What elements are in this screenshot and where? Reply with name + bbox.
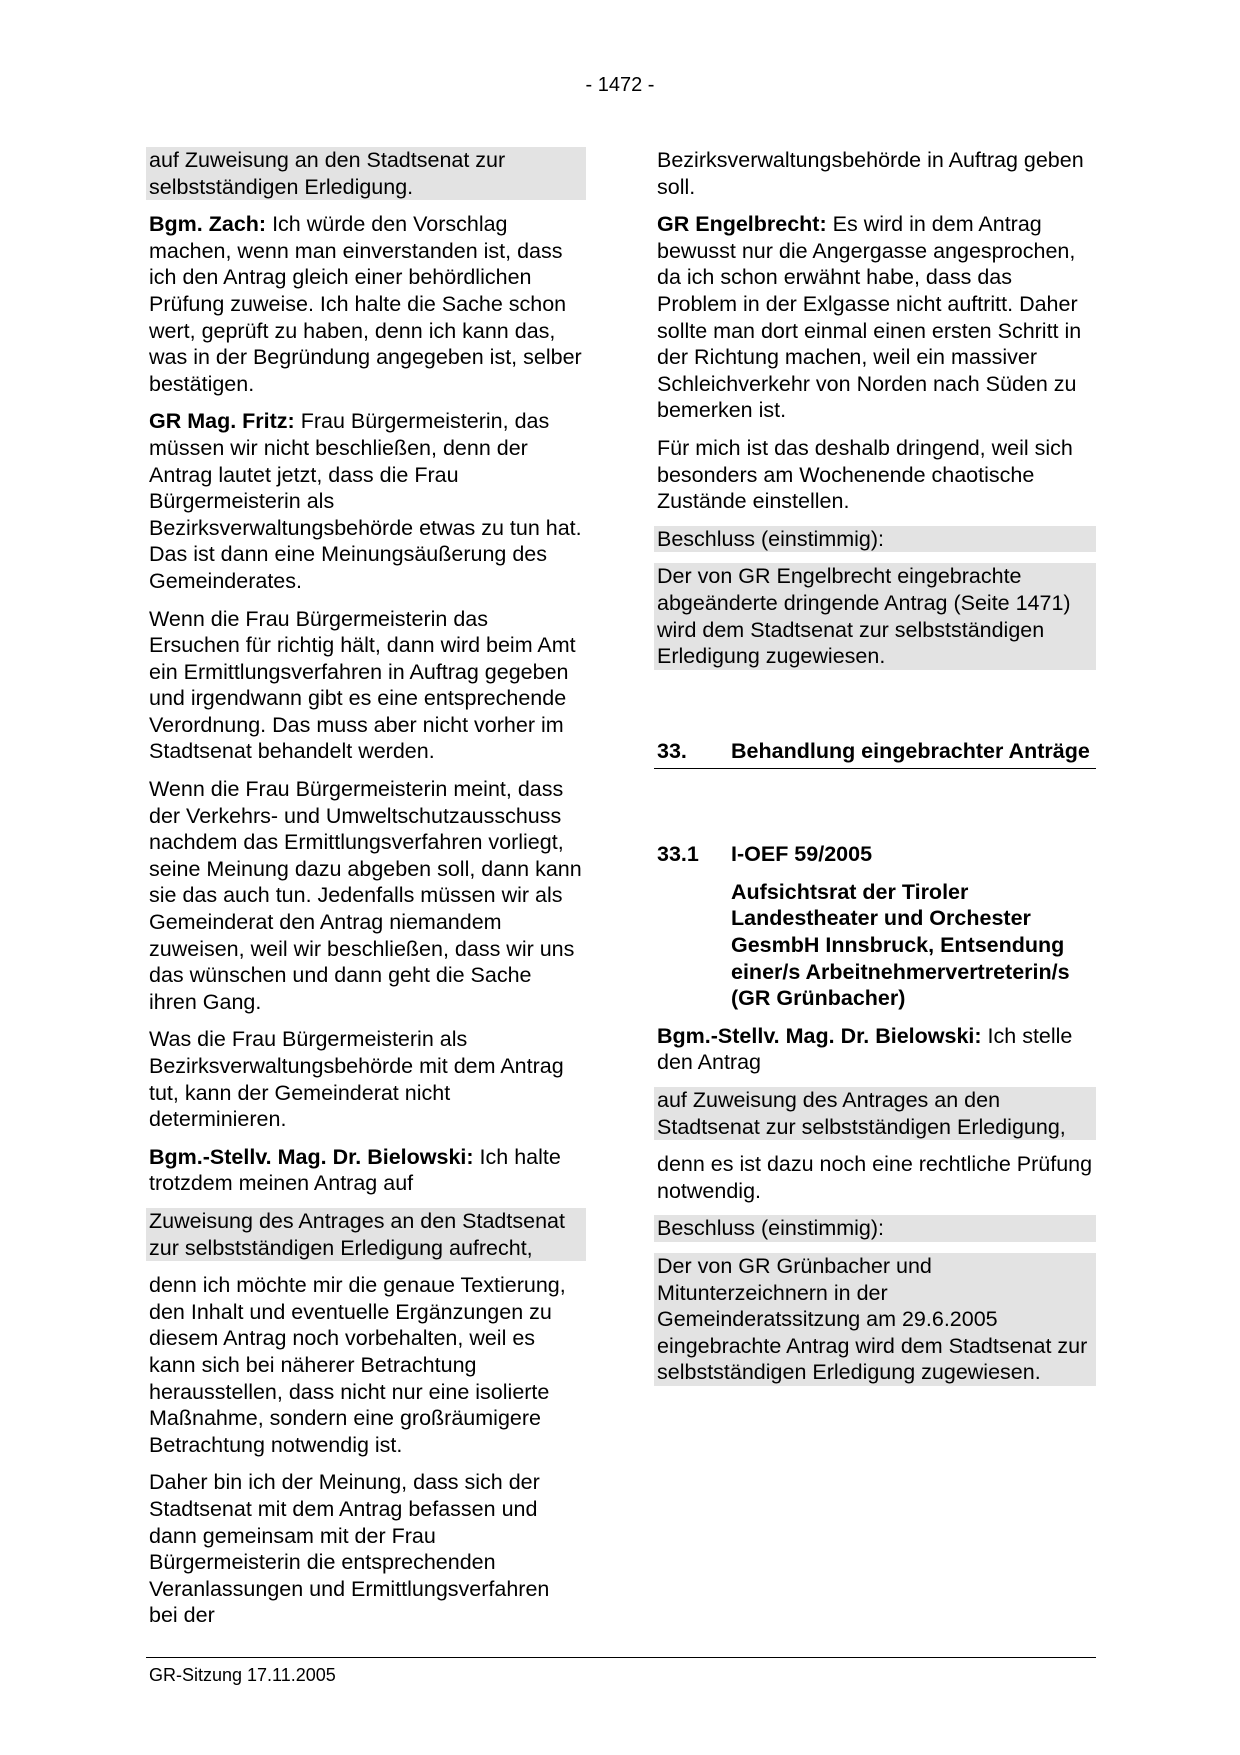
statement-zach [146, 211, 586, 397]
page-number: - 1472 - [585, 74, 655, 96]
section-number: 33. [657, 738, 687, 763]
section-heading [654, 738, 1096, 770]
statement-bielowski [146, 1144, 586, 1197]
paragraph: Was die Frau Bürgermeisterin als Bezirksverwaltungsbehörde mit dem Antrag tut, kann der Gemeinderat nicht determinieren. [149, 1027, 564, 1132]
paragraph: Daher bin ich der Meinung, dass sich der Stadtsenat mit dem Antrag befassen und dann gemeinsam mit der Frau Bürgermeisterin die entsprechenden Veranlassungen und Ermittlungsverfahren bei der [149, 1470, 550, 1628]
statement-engelbrecht [654, 211, 1096, 424]
statement-text: Ich würde den Vorschlag machen, wenn man einverstanden ist, dass ich den Antrag gleich einer behördlichen Prüfung zuweise. Ich halte die Sache schon wert, geprüft zu haben, denn ich kann das, was in der Begründung angegeben ist, selber bestätigen. [149, 212, 582, 396]
subsection-title: Aufsichtsrat der Tiroler Landestheater und Orchester GesmbH Innsbruck, Entsendung einer/s Arbeitnehmervertreterin/s (GR Grünbacher) [731, 879, 1070, 1011]
paragraph: Für mich ist das deshalb dringend, weil sich besonders am Wochenende chaotische Zustände einstellen. [657, 435, 1073, 514]
statement-text: Frau Bürgermeisterin, das müssen wir nicht beschließen, denn der Antrag lautet jetzt, dass die Frau Bürgermeisterin als Bezirksverwaltungsbehörde etwas zu tun hat. Das ist dann eine Meinungsäußerung des Gemeinderates. [149, 409, 582, 593]
speaker-name: Bgm.-Stellv. Mag. Dr. Bielowski: [657, 1023, 982, 1048]
speaker-name: Bgm.-Stellv. Mag. Dr. Bielowski: [149, 1144, 474, 1169]
paragraph: Wenn die Frau Bürgermeisterin meint, dass der Verkehrs- und Umweltschutzausschuss nachdem das Ermittlungsverfahren vorliegt, seine Meinung dazu abgeben soll, dann kann sie das auch tun. Jedenfalls müssen wir als Gemeinderat den Antrag niemandem zuweisen, weil wir beschließen, dass wir uns das wünschen und dann geht die Sache ihren Gang. [149, 777, 582, 1014]
statement-text: Ich halte trotzdem meinen Antrag auf [149, 1144, 561, 1196]
statement-bielowski [654, 1023, 1096, 1076]
subsection-ref: I-OEF 59/2005 [731, 842, 873, 867]
paragraph: Wenn die Frau Bürgermeisterin das Ersuchen für richtig hält, dann wird beim Amt ein Ermittlungsverfahren in Auftrag gegeben und irgendwann gibt es eine entsprechende Verordnung. Das muss aber nicht vorher im Stadtsenat behandelt werden. [149, 606, 576, 764]
speaker-name: GR Mag. Fritz: [149, 409, 295, 434]
resolution-label: Beschluss (einstimmig): [654, 1215, 1096, 1242]
right-column [654, 147, 1096, 1397]
statement-text: Ich stelle den Antrag [657, 1023, 1073, 1075]
section-title: Behandlung eingebrachter Anträge [731, 738, 1090, 763]
speaker-name: GR Engelbrecht: [657, 212, 827, 237]
statement-text: Es wird in dem Antrag bewusst nur die Angergasse angesprochen, da ich schon erwähnt habe, dass das Problem in der Exlgasse nicht auftritt. Daher sollte man dort einmal einen ersten Schritt in der Richtung machen, weil ein massiver Schleichverkehr von Norden nach Süden zu bemerken ist. [657, 212, 1082, 423]
speaker-name: Bgm. Zach: [149, 212, 267, 237]
subsection-heading [654, 841, 1096, 868]
motion-text: Zuweisung des Antrages an den Stadtsenat zur selbstständigen Erledigung aufrecht, [146, 1208, 586, 1261]
paragraph: Bezirksverwaltungsbehörde in Auftrag geben soll. [657, 148, 1084, 199]
resolution-text: Der von GR Grünbacher und Mitunterzeichnern in der Gemeinderatssitzung am 29.6.2005 eingebrachte Antrag wird dem Stadtsenat zur selbstständigen Erledigung zugewiesen. [654, 1253, 1096, 1386]
footer-text: GR-Sitzung 17.11.2005 [149, 1665, 336, 1685]
motion-text: auf Zuweisung des Antrages an den Stadtsenat zur selbstständigen Erledigung, [654, 1087, 1096, 1140]
statement-fritz [146, 408, 586, 594]
left-column [146, 147, 586, 1640]
subsection-number: 33.1 [657, 842, 699, 867]
paragraph: denn es ist dazu noch eine rechtliche Prüfung notwendig. [657, 1152, 1093, 1203]
motion-text: auf Zuweisung an den Stadtsenat zur selbstständigen Erledigung. [146, 147, 586, 200]
paragraph: denn ich möchte mir die genaue Textierung, den Inhalt und eventuelle Ergänzungen zu diesem Antrag noch vorbehalten, weil es kann sich bei näherer Betrachtung herausstellen, dass nicht nur eine isolierte Maßnahme, sondern eine großräumigere Betrachtung notwendig ist. [149, 1273, 566, 1457]
resolution-label: Beschluss (einstimmig): [654, 526, 1096, 553]
resolution-text: Der von GR Engelbrecht eingebrachte abgeänderte dringende Antrag (Seite 1471) wird dem Stadtsenat zur selbstständigen Erledigung zugewiesen. [654, 563, 1096, 669]
footer-divider [146, 1657, 1096, 1658]
